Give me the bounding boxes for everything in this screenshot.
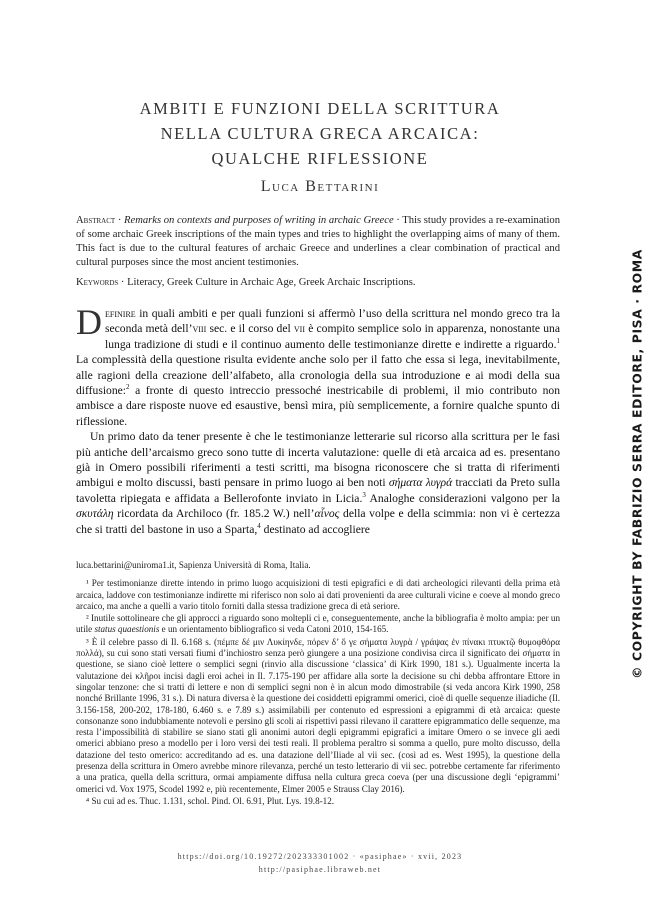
opening-word: efinire	[105, 307, 136, 320]
footnote-ref-4[interactable]: 4	[257, 521, 261, 530]
journal-url[interactable]: http://pasiphae.libraweb.net	[258, 865, 382, 874]
text-run: della volpe e della scimmia: non vi è certezza che si tratti del bastone in uso a Sparta,	[76, 507, 560, 536]
century-numeral: vii	[293, 322, 306, 336]
text-run: La complessità della questione risulta evidente anche solo per il fatto che essa si lega, inevitabilmente, alle ragioni della creazione dell’alfabeto, alla cronologia della sua introduzione e ai modi della sua diffusione:	[76, 353, 560, 398]
abstract-text: · This study provides a re-examination of some archaic Greek inscriptions of the main types and tries to highlight the overlapping aims of many of them. This fact is due to the cultural features of archaic Greece and underlines a clear combination of practical and cultural purposes since the most ancient testimonies.	[76, 215, 561, 268]
author-affiliation: luca.bettarini@uniroma1.it, Sapienza Università di Roma, Italia.	[76, 560, 311, 570]
greek-term: σήματα λυγρά	[388, 476, 453, 490]
keywords-text: · Literacy, Greek Culture in Archaic Age, Greek Archaic Inscriptions.	[118, 277, 416, 288]
footnote-ref-2[interactable]: 2	[126, 383, 130, 392]
title-line: AMBITI E FUNZIONI DELLA SCRITTURA	[139, 99, 501, 118]
text-run: Analoghe considerazioni valgono per la	[365, 491, 560, 505]
footnotes	[76, 560, 560, 808]
paragraph-1	[76, 302, 560, 429]
text-run: a fronte di questo intreccio pressoché inestricabile di problemi, il mio contributo non ambisce a dare risposte nuove ed esaustive, bensì mira, più semplicemente, a fornire qualche spunto di riflessione.	[76, 384, 560, 428]
italic-term: status quaestionis	[94, 624, 160, 635]
author-name: Luca Bettarini	[260, 178, 380, 195]
footnote-ref-3[interactable]: 3	[362, 491, 366, 500]
paragraph-2	[76, 429, 560, 537]
greek-term: αἶνος	[314, 507, 340, 521]
article-title	[60, 96, 580, 171]
text-run: è compito semplice solo in apparenza, nonostante una lunga tradizione di studi e il continuo aumento delle testimonianze dirette e indirette a riguardo.	[105, 322, 560, 351]
greek-term: σκυτάλη	[76, 507, 114, 521]
keywords	[76, 276, 560, 290]
title-line: NELLA CULTURA GRECA ARCAICA:	[160, 124, 480, 143]
body-text	[76, 302, 560, 537]
text-run: sec. e il corso del	[206, 322, 294, 336]
text-run: Un primo dato da tener presente è che le testimonianze letterarie sul ricorso alla scrittura per le fasi più antiche dell’arcaismo greco sono tutte di incerta valutazione: quelle di età arcaica ad es. presentano già in Omero possibili riferimenti a testi scritti, ma bisogna riconoscere che si tratta di riferimenti ambigui e molto discussi, basti pensare in primo luogo ai ben noti	[76, 430, 560, 490]
century-numeral: viii	[192, 322, 207, 336]
title-line: QUALCHE RIFLESSIONE	[211, 149, 429, 168]
footnote-ref-1[interactable]: 1	[556, 336, 560, 345]
drop-cap: D	[76, 302, 102, 342]
doi-line[interactable]: https://doi.org/10.19272/202333301002 · «pasiphae» · xvii, 2023	[177, 852, 463, 861]
text-run: ricordata da Archiloco (fr. 185.2 W.) nell’	[113, 507, 315, 521]
abstract-title: Remarks on contexts and purposes of writing in archaic Greece	[124, 215, 394, 226]
text-run: e un orientamento bibliografico si veda Catoni 2010, 154-165.	[159, 624, 389, 635]
copyright-text: © COPYRIGHT BY FABRIZIO SERRA EDITORE, PISA · ROMA	[629, 249, 645, 679]
footnote-4: ⁴ Su cui ad es. Thuc. 1.131, schol. Pind. Ol. 6.91, Plut. Lys. 19.8-12.	[86, 795, 335, 806]
keywords-label: Keywords	[76, 277, 119, 288]
text-run: destinato ad accogliere	[260, 522, 370, 536]
text-run: tracciati da Preto sulla tavoletta ripiegata e affidata a Bellerofonte inviato in Licia.	[76, 476, 560, 505]
footnote-2	[76, 613, 560, 636]
abstract-separator: ·	[115, 215, 125, 226]
abstract	[76, 214, 560, 270]
text-run: ² Inutile sottolineare che gli approcci a riguardo sono moltepli ci e, conseguentemente, anche la bibliografia è molto ampia: per un utile	[76, 613, 560, 635]
footnote-1: ¹ Per testimonianze dirette intendo in primo luogo acquisizioni di testi epigrafici e di dati archeologici rilevanti della prima età arcaica, laddove con testimonianze indirette mi riferisco non solo ai dati provenienti da aree culturali vicine e coeve al mondo greco arcaico, ma anche a quelli a vario titolo forniti dalla stessa tradizione greca di età seriore.	[76, 578, 560, 611]
text-run: in quali ambiti e per quali funzioni si affermò l’uso della scrittura nel mondo greco tra la seconda metà dell’	[105, 307, 560, 336]
abstract-label: Abstract	[76, 215, 116, 226]
footnote-3: ³ È il celebre passo di Il. 6.168 s. (πέμπε δέ μιν Λυκίηνδε, πόρεν δ’ ὅ γε σήματα λυγρὰ / γράψας ἐν πίνακι πτυκτῷ θυμοφθόρα πολλά), su cui sono stati versati fiumi d’inchiostro senza però giungere a una posizione condivisa circa il significato dei σήματα in questione, se siano cioè lettere o semplici segni (rinvio alla discussione ‘classica’ di Kirk 1990, 181 s.). Ugualmente incerta la valutazione dei κλῆροι incisi dagli eroi achei in Il. 7.175-190 per affidare alla sorte la decisione su chi debba affrontare Ettore in singolar tenzone: che si tratti di lettere e non di semplici segni non è in alcun modo dimostrabile (si veda ancora Kirk 1990, 258 nonché Brillante 1996, 31 s.). Di natura diversa è la questione dei cosiddetti epigrammi omerici, cioè di quelle sequenze iliadiche (Il. 3.156-158, 200-202, 178-180, 6.460 s. e 7.89 s.) assimilabili per contenuto ed espressioni a epigrammi di età arcaica: queste consonanze sono indubbiamente notevoli e persino gli scoli ai rispettivi passi rilevano il carattere epigrammatico delle sequenze, ma resta l’impossibilità di stabilire se siano stati gli anonimi autori degli epigrammi epigrafici a imitare Omero o se invece gli aedi omerici abbiano preso a modello per i loro versi dei testi reali. Il problema peraltro si somma a quello, pure molto discusso, della datazione del testo omerico: accreditando ad es. una datazione dell’Iliade al vii sec. (così ad es. West 1995), la questione della presenza della scrittura in Omero avrebbe minore rilevanza, perché un testo letterario di vii sec. potrebbe certamente far riferimento a una pratica, quella della scrittura, ormai ampiamente diffusa nella cultura greca coeva (per una discussione degli ‘epigrammi’ omerici vd. Vox 1975, Scodel 1992 e, più recentemente, Elmer 2005 e Strauss Clay 2016).	[76, 636, 560, 794]
